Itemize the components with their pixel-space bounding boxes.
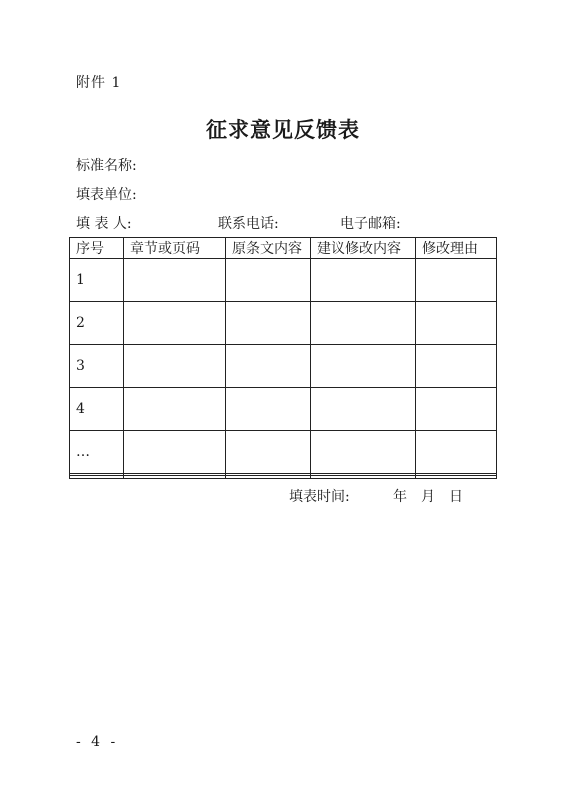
table-cell (311, 301, 416, 344)
table-header-row (70, 238, 497, 259)
page-number: - 4 - (76, 734, 119, 750)
table-cell: 1 (70, 259, 124, 302)
standard-name-label: 标准名称: (76, 158, 137, 174)
table-cell (311, 387, 416, 430)
header-cell: 建议修改内容 (311, 238, 416, 259)
table-cell: … (70, 430, 124, 473)
table-row (70, 387, 497, 430)
date-year: 年 (393, 489, 407, 505)
table-cell (226, 387, 311, 430)
date-label: 填表时间: (289, 489, 350, 505)
phone-label: 联系电话: (218, 216, 279, 232)
person-label: 填 表 人: (76, 216, 132, 232)
table-cell (124, 344, 226, 387)
table-cell (311, 344, 416, 387)
table-cell (416, 344, 497, 387)
table-cell (226, 476, 311, 479)
header-cell: 原条文内容 (226, 238, 311, 259)
table-cell (124, 430, 226, 473)
table-cell (124, 387, 226, 430)
date-month: 月 (421, 489, 435, 505)
header-cell: 序号 (70, 238, 124, 259)
table-cell (226, 301, 311, 344)
header-cell: 修改理由 (416, 238, 497, 259)
table-cell (416, 301, 497, 344)
table-cell (416, 430, 497, 473)
table-cell (124, 301, 226, 344)
header-cell: 章节或页码 (124, 238, 226, 259)
table-row (70, 344, 497, 387)
table-cell (226, 430, 311, 473)
table-cell (70, 476, 124, 479)
table-cell (226, 259, 311, 302)
table-cell (311, 259, 416, 302)
unit-label: 填表单位: (76, 187, 137, 203)
table-cell (124, 259, 226, 302)
document-title: 征求意见反馈表 (206, 117, 360, 142)
feedback-table (69, 237, 497, 479)
email-label: 电子邮箱: (340, 216, 401, 232)
attachment-label: 附件 1 (76, 75, 122, 91)
table-row (70, 430, 497, 473)
table-row (70, 301, 497, 344)
table-row (70, 259, 497, 302)
table-cell (124, 476, 226, 479)
table-row (70, 476, 497, 479)
table-cell (416, 259, 497, 302)
table-cell: 4 (70, 387, 124, 430)
date-day: 日 (449, 489, 463, 505)
table-cell (311, 430, 416, 473)
table-cell (416, 387, 497, 430)
table-cell: 2 (70, 301, 124, 344)
table-cell (226, 344, 311, 387)
table-cell (311, 476, 416, 479)
table-cell: 3 (70, 344, 124, 387)
table-cell (416, 476, 497, 479)
